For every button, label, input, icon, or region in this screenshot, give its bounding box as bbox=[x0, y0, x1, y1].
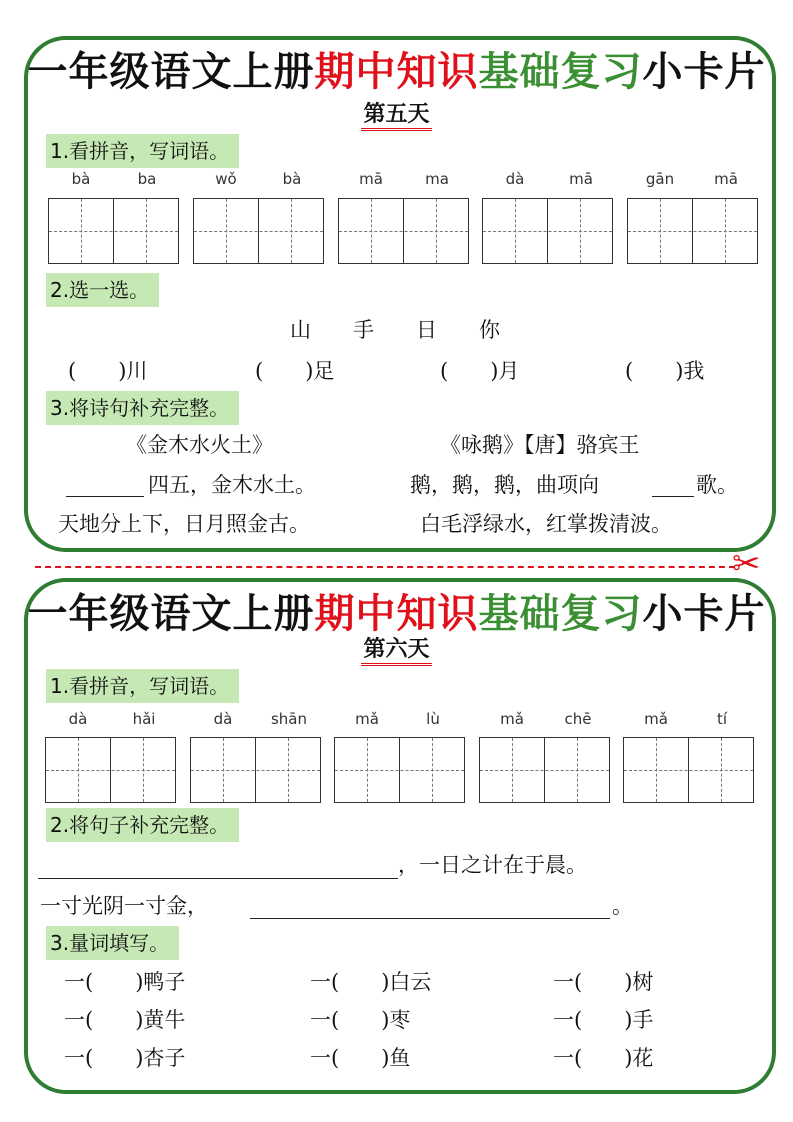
writing-grid[interactable] bbox=[48, 198, 179, 264]
card1-section-3-heading: 3.将诗句补充完整。 bbox=[46, 391, 239, 425]
pinyin: dà bbox=[505, 170, 525, 188]
card1-day-label: 第五天 bbox=[0, 100, 793, 131]
poem-line: 鹅，鹅，鹅，曲项向 bbox=[410, 473, 599, 497]
writing-grid[interactable] bbox=[334, 737, 465, 803]
measure-word-blank[interactable]: 一( )鸭子 bbox=[64, 970, 186, 994]
fill-blank[interactable]: ( )我 bbox=[625, 359, 705, 383]
fill-blank[interactable]: ( )川 bbox=[68, 359, 148, 383]
scissors-icon: ✂ bbox=[732, 544, 761, 584]
writing-grid[interactable] bbox=[193, 198, 324, 264]
sentence-line: 。 bbox=[612, 894, 633, 918]
card2-section-1-heading: 1.看拼音，写词语。 bbox=[46, 669, 239, 703]
pinyin: hǎi bbox=[132, 710, 156, 728]
pinyin: mā bbox=[714, 170, 738, 188]
measure-word-blank[interactable]: 一( )鱼 bbox=[310, 1046, 411, 1070]
measure-word-blank[interactable]: 一( )白云 bbox=[310, 970, 432, 994]
pinyin: shān bbox=[270, 710, 308, 728]
sentence-line: ，一日之计在于晨。 bbox=[398, 853, 587, 877]
pinyin: dà bbox=[213, 710, 233, 728]
pinyin: lù bbox=[426, 710, 440, 728]
cut-line bbox=[35, 566, 735, 568]
pinyin: chē bbox=[564, 710, 592, 728]
pinyin: tí bbox=[716, 710, 728, 728]
card1-title: 一年级语文上册期中知识基础复习小卡片 bbox=[27, 49, 766, 95]
pinyin: mǎ bbox=[355, 710, 379, 728]
fill-blank[interactable]: ( )足 bbox=[255, 359, 335, 383]
measure-word-blank[interactable]: 一( )黄牛 bbox=[64, 1008, 186, 1032]
writing-grid[interactable] bbox=[482, 198, 613, 264]
sentence-line: 一寸光阴一寸金， bbox=[40, 894, 208, 918]
pinyin: mā bbox=[569, 170, 593, 188]
card2-section-2-heading: 2.将句子补充完整。 bbox=[46, 808, 239, 842]
poem-line: 白毛浮绿水，红掌拨清波。 bbox=[420, 512, 672, 536]
pinyin: wǒ bbox=[215, 170, 237, 188]
writing-grid[interactable] bbox=[627, 198, 758, 264]
measure-word-blank[interactable]: 一( )杏子 bbox=[64, 1046, 186, 1070]
poem-line: 天地分上下，日月照金古。 bbox=[58, 512, 310, 536]
writing-grid[interactable] bbox=[45, 737, 176, 803]
card2-title: 一年级语文上册期中知识基础复习小卡片 bbox=[27, 591, 766, 637]
writing-grid[interactable] bbox=[190, 737, 321, 803]
pinyin: gān bbox=[645, 170, 675, 188]
writing-grid[interactable] bbox=[623, 737, 754, 803]
measure-word-blank[interactable]: 一( )树 bbox=[553, 970, 654, 994]
poem-title: 《咏鹅》【唐】骆宾王 bbox=[440, 433, 640, 457]
pinyin: bà bbox=[282, 170, 302, 188]
pinyin: ma bbox=[425, 170, 449, 188]
answer-line[interactable] bbox=[250, 918, 610, 919]
poem-title: 《金木水火土》 bbox=[126, 433, 273, 457]
answer-line[interactable] bbox=[652, 496, 694, 497]
pinyin: dà bbox=[68, 710, 88, 728]
pinyin: ba bbox=[137, 170, 157, 188]
poem-line: 歌。 bbox=[696, 473, 738, 497]
pinyin: mā bbox=[359, 170, 383, 188]
measure-word-blank[interactable]: 一( )花 bbox=[553, 1046, 654, 1070]
pinyin: mǎ bbox=[644, 710, 668, 728]
card2-section-3-heading: 3.量词填写。 bbox=[46, 926, 179, 960]
writing-grid[interactable] bbox=[338, 198, 469, 264]
card1-section-2-heading: 2.选一选。 bbox=[46, 273, 159, 307]
answer-line[interactable] bbox=[66, 496, 144, 497]
fill-blank[interactable]: ( )月 bbox=[440, 359, 520, 383]
answer-line[interactable] bbox=[38, 878, 398, 879]
measure-word-blank[interactable]: 一( )枣 bbox=[310, 1008, 411, 1032]
poem-line: 四五，金木水土。 bbox=[148, 473, 316, 497]
measure-word-blank[interactable]: 一( )手 bbox=[553, 1008, 654, 1032]
card2-day-label: 第六天 bbox=[0, 635, 793, 666]
pinyin: bà bbox=[71, 170, 91, 188]
choice-words: 山 手 日 你 bbox=[290, 318, 500, 342]
writing-grid[interactable] bbox=[479, 737, 610, 803]
pinyin: mǎ bbox=[500, 710, 524, 728]
card1-section-1-heading: 1.看拼音，写词语。 bbox=[46, 134, 239, 168]
